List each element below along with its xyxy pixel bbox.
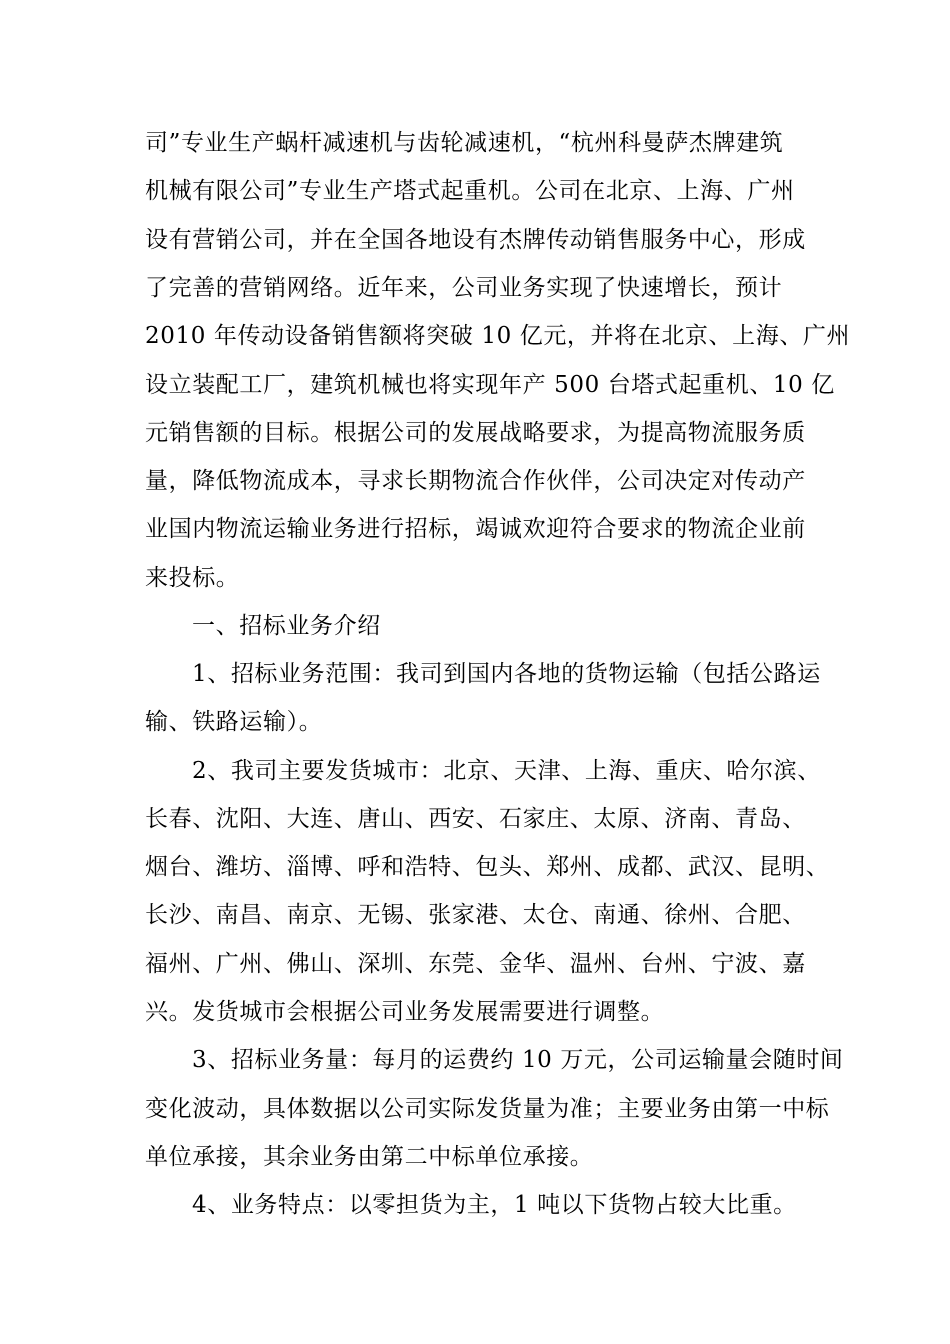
list-item-line: 兴。发货城市会根据公司业务发展需要进行调整。 <box>145 999 665 1025</box>
body-text-line: 设立装配工厂，建筑机械也将实现年产 500 台塔式起重机、10 亿 <box>145 372 835 398</box>
list-item-line: 单位承接，其余业务由第二中标单位承接。 <box>145 1144 594 1170</box>
body-text-line: 业国内物流运输业务进行招标，竭诚欢迎符合要求的物流企业前 <box>145 516 806 542</box>
list-item-line: 3、招标业务量：每月的运费约 10 万元，公司运输量会随时间 <box>192 1047 844 1073</box>
body-text-line: 来投标。 <box>145 565 240 591</box>
body-text-line: 元销售额的目标。根据公司的发展战略要求，为提高物流服务质 <box>145 420 806 446</box>
body-text-line: 设有营销公司，并在全国各地设有杰牌传动销售服务中心，形成 <box>145 227 806 253</box>
body-text-line: 机械有限公司”专业生产塔式起重机。公司在北京、上海、广州 <box>145 178 795 204</box>
section-heading: 一、招标业务介绍 <box>192 613 381 639</box>
body-text-line: 司”专业生产蜗杆减速机与齿轮减速机，“杭州科曼萨杰牌建筑 <box>145 130 784 156</box>
list-item-line: 4、业务特点：以零担货为主，1 吨以下货物占较大比重。 <box>192 1192 797 1218</box>
list-item-line: 福州、广州、佛山、深圳、东莞、金华、温州、台州、宁波、嘉 <box>145 951 806 977</box>
list-item-line: 1、招标业务范围：我司到国内各地的货物运输（包括公路运 <box>192 661 821 687</box>
list-item-line: 长春、沈阳、大连、唐山、西安、石家庄、太原、济南、青岛、 <box>145 806 806 832</box>
body-text-line: 2010 年传动设备销售额将突破 10 亿元，并将在北京、上海、广州 <box>145 323 851 349</box>
body-text-line: 量，降低物流成本，寻求长期物流合作伙伴，公司决定对传动产 <box>145 468 806 494</box>
list-item-line: 烟台、潍坊、淄博、呼和浩特、包头、郑州、成都、武汉、昆明、 <box>145 854 830 880</box>
list-item-line: 输、铁路运输）。 <box>145 709 323 735</box>
body-text-line: 了完善的营销网络。近年来，公司业务实现了快速增长，预计 <box>145 275 783 301</box>
list-item-line: 变化波动，具体数据以公司实际发货量为准；主要业务由第一中标 <box>145 1096 830 1122</box>
list-item-line: 长沙、南昌、南京、无锡、张家港、太仓、南通、徐州、合肥、 <box>145 902 806 928</box>
list-item-line: 2、我司主要发货城市：北京、天津、上海、重庆、哈尔滨、 <box>192 758 821 784</box>
